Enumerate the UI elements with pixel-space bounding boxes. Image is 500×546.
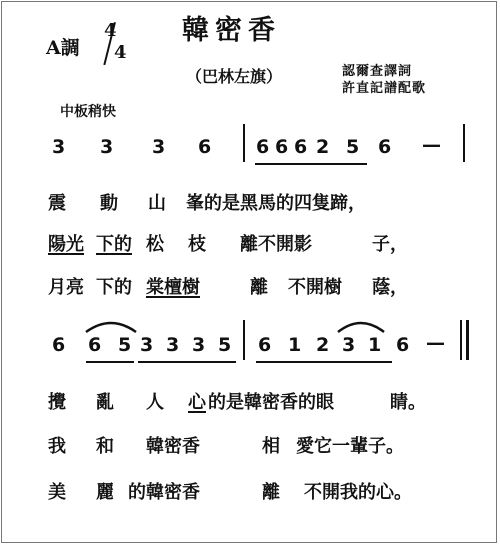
song-title: 韓密香: [182, 15, 281, 46]
lyric: 人: [146, 392, 164, 413]
note: 2: [316, 334, 330, 356]
dash: —: [426, 332, 445, 354]
note: 1: [368, 334, 382, 356]
time-signature-top: 4: [104, 20, 117, 41]
beam: [255, 163, 367, 165]
note: 5: [346, 136, 360, 158]
beam: [256, 361, 392, 363]
lyric: 美: [48, 482, 66, 503]
lyric: 和: [96, 436, 114, 457]
note: 6: [198, 136, 212, 158]
slur: [84, 318, 138, 334]
lyric: 亂: [96, 392, 114, 413]
music-credit: 許直記譜配歌: [342, 81, 427, 96]
lyric: 攪: [48, 392, 66, 413]
lyric: 不開樹: [288, 277, 342, 298]
lyric: 松: [146, 234, 164, 255]
time-signature: [104, 20, 130, 70]
lyric: 枝: [188, 234, 206, 255]
note: 3: [100, 136, 114, 158]
note: 3: [152, 136, 166, 158]
lyric: 下的: [96, 277, 132, 298]
lyric: 不開我的心。: [304, 482, 412, 503]
barline: [243, 320, 245, 360]
note: 6: [378, 136, 392, 158]
barline: [460, 320, 462, 360]
note: 2: [316, 136, 330, 158]
note: 6: [396, 334, 410, 356]
beam: [86, 361, 134, 363]
lyric: 離: [262, 482, 280, 503]
lyric: 韓密香: [146, 436, 200, 457]
lyric: 子，: [372, 234, 408, 255]
lyric: 震: [48, 193, 66, 214]
note: 6: [88, 334, 102, 356]
note: 6: [275, 136, 289, 158]
note: 6: [256, 136, 270, 158]
note: 6: [52, 334, 66, 356]
time-signature-bottom: 4: [114, 42, 127, 63]
note: 1: [288, 334, 302, 356]
barline: [463, 124, 465, 162]
note: 3: [342, 334, 356, 356]
lyric: 峯的是黑馬的四隻蹄，: [186, 193, 366, 214]
lyric: 的韓密香: [128, 482, 200, 503]
note: 3: [140, 334, 154, 356]
lyric: 心: [188, 392, 206, 413]
beam: [138, 361, 236, 363]
lyric: 麗: [96, 482, 114, 503]
lyric: 愛它一輩子。: [296, 436, 404, 457]
note: 5: [218, 334, 232, 356]
lyric: 動: [100, 193, 118, 214]
key-signature: A調: [46, 37, 80, 59]
lyric: 睛。: [390, 392, 426, 413]
note: 3: [52, 136, 66, 158]
barline-final: [466, 320, 469, 360]
note: 6: [258, 334, 272, 356]
barline: [243, 124, 245, 162]
lyric: 棠檀樹: [146, 277, 200, 298]
lyric: 我: [48, 436, 66, 457]
note: 3: [192, 334, 206, 356]
lyric: 山: [148, 193, 166, 214]
song-subtitle: （巴林左旗）: [186, 67, 283, 86]
lyric: 下的: [96, 234, 132, 255]
lyric: 的是韓密香的眼: [208, 392, 334, 413]
lyric: 月亮: [48, 277, 84, 298]
lyric: 離不開影: [240, 234, 312, 255]
slur: [336, 318, 386, 334]
note: 6: [294, 136, 308, 158]
lyric: 蔭，: [372, 277, 408, 298]
dash: —: [422, 134, 441, 156]
note: 5: [118, 334, 132, 356]
lyric: 陽光: [48, 234, 84, 255]
lyric: 相: [262, 436, 280, 457]
note: 3: [166, 334, 180, 356]
lyric: 離: [250, 277, 268, 298]
tempo-marking: 中板稍快: [60, 104, 116, 120]
lyrics-credit: 認爾查譯詞: [342, 64, 413, 79]
